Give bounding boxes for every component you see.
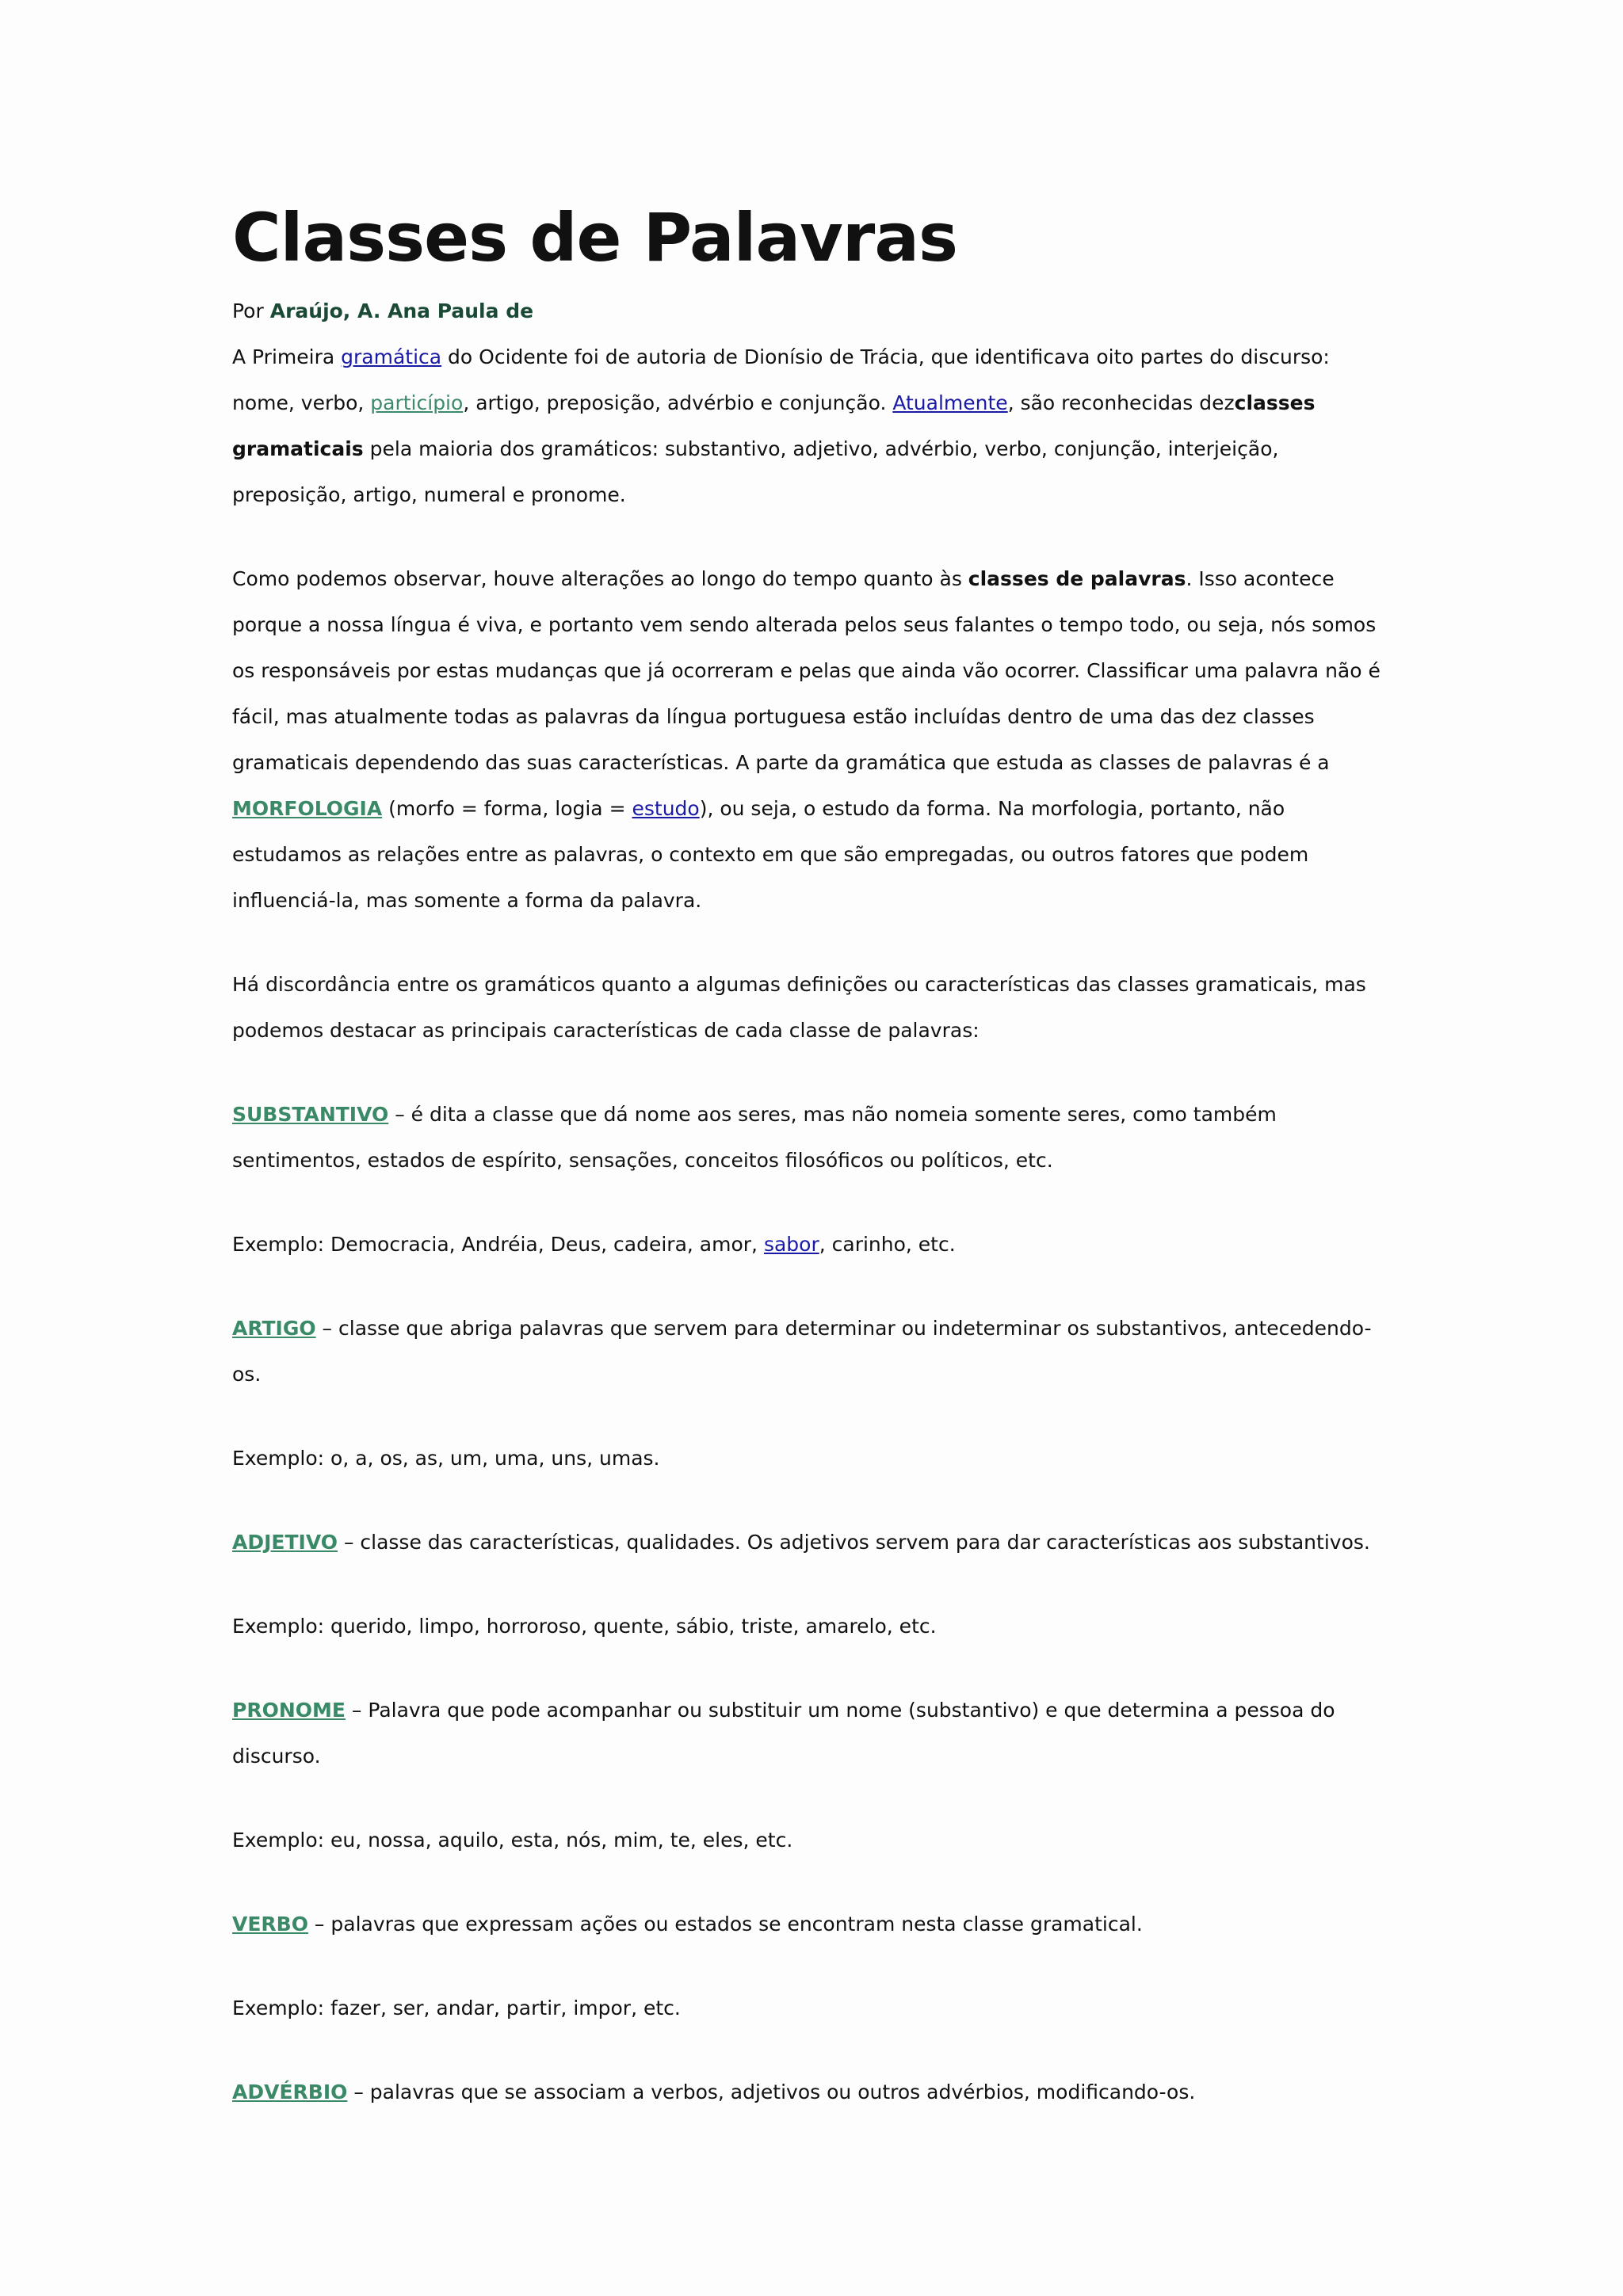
link-participio[interactable]: particípio — [370, 391, 464, 414]
byline — [232, 288, 1397, 334]
link-estudo[interactable]: estudo — [632, 797, 700, 820]
discordance-paragraph: Há discordância entre os gramáticos quanto a algumas definições ou características das classes gramaticais, mas podemos destacar as principais características de cada classe de palavras: — [232, 973, 1366, 1042]
text: A Primeira — [232, 345, 342, 368]
link-pronome[interactable]: PRONOME — [232, 1699, 346, 1722]
page-title: Classes de Palavras — [232, 199, 958, 277]
artigo-example: Exemplo: o, a, os, as, um, uma, uns, umas. — [232, 1447, 660, 1470]
text: – palavras que expressam ações ou estados se encontram nesta classe gramatical. — [307, 1913, 1143, 1936]
link-gramatica[interactable]: gramática — [341, 345, 442, 368]
adjetivo-example: Exemplo: querido, limpo, horroroso, quente, sábio, triste, amarelo, etc. — [232, 1615, 937, 1638]
text: , são reconhecidas dez — [1007, 391, 1235, 414]
bold-classes-de-palavras: classes de palavras — [968, 567, 1186, 590]
document-page — [232, 198, 1397, 2115]
artigo-definition — [232, 1306, 1397, 1398]
substantivo-example — [232, 1222, 1397, 1268]
text: ), ou seja, o estudo da forma. Na morfologia, portanto, não estudamos as relações entre as palavras, o contexto em que são empregadas, ou outros fatores que podem influenciá-la, mas somente a forma da palavra. — [232, 797, 1309, 912]
adjetivo-definition — [232, 1520, 1397, 1566]
verbo-example: Exemplo: fazer, ser, andar, partir, impor, etc. — [232, 1997, 681, 2019]
text: – palavras que se associam a verbos, adjetivos ou outros advérbios, modificando-os. — [347, 2081, 1196, 2103]
link-morfologia[interactable]: MORFOLOGIA — [232, 797, 383, 820]
text: Exemplo: Democracia, Andréia, Deus, cadeira, amor, — [232, 1233, 764, 1256]
link-artigo[interactable]: ARTIGO — [232, 1317, 316, 1340]
text: , carinho, etc. — [819, 1233, 956, 1256]
link-sabor[interactable]: sabor — [763, 1233, 819, 1256]
link-atualmente[interactable]: Atualmente — [892, 391, 1008, 414]
text: – é dita a classe que dá nome aos seres, mas não nomeia somente seres, como também sentimentos, estados de espírito, sensações, conceitos filosóficos ou políticos, etc. — [232, 1103, 1277, 1172]
text: (morfo = forma, logia = — [382, 797, 632, 820]
pronome-example: Exemplo: eu, nossa, aquilo, esta, nós, mim, te, eles, etc. — [232, 1829, 793, 1852]
author-name: Araújo, A. Ana Paula de — [269, 299, 534, 322]
link-verbo[interactable]: VERBO — [232, 1913, 308, 1936]
text: do Ocidente foi de autoria de Dionísio de Trácia, que identificava oito partes do discurso: nome, verbo, — [232, 345, 1330, 414]
text: , artigo, preposição, advérbio e conjunção. — [463, 391, 893, 414]
link-adverbio[interactable]: ADVÉRBIO — [232, 2081, 348, 2103]
substantivo-definition — [232, 1092, 1397, 1184]
text: pela maioria dos gramáticos: substantivo, adjetivo, advérbio, verbo, conjunção, interjeição, preposição, artigo, numeral e pronome. — [232, 437, 1279, 506]
adverbio-definition — [232, 2069, 1397, 2115]
intro-paragraph — [232, 334, 1397, 518]
text: . Isso acontece porque a nossa língua é viva, e portanto vem sendo alterada pelos seus falantes o tempo todo, ou seja, nós somos os responsáveis por estas mudanças que já ocorreram e pelas que ainda vão ocorrer. Classificar uma palavra não é fácil, mas atualmente todas as palavras da língua portuguesa estão incluídas dentro de uma das dez classes gramaticais dependendo das suas características. A parte da gramática que estuda as classes de palavras é a — [232, 567, 1381, 774]
text: – classe que abriga palavras que servem para determinar ou indeterminar os substantivos, antecedendo-os. — [232, 1317, 1372, 1386]
pronome-definition — [232, 1688, 1397, 1779]
morphology-paragraph — [232, 556, 1397, 924]
text: – classe das características, qualidades. Os adjetivos servem para dar características aos substantivos. — [338, 1531, 1370, 1554]
byline-prefix: Por — [232, 299, 270, 322]
text: – Palavra que pode acompanhar ou substituir um nome (substantivo) e que determina a pessoa do discurso. — [232, 1699, 1335, 1768]
text: Como podemos observar, houve alterações ao longo do tempo quanto às — [232, 567, 968, 590]
link-substantivo[interactable]: SUBSTANTIVO — [232, 1103, 389, 1126]
bold-classes-gramaticais: classes gramaticais — [232, 391, 1316, 460]
link-adjetivo[interactable]: ADJETIVO — [232, 1531, 338, 1554]
verbo-definition — [232, 1901, 1397, 1947]
